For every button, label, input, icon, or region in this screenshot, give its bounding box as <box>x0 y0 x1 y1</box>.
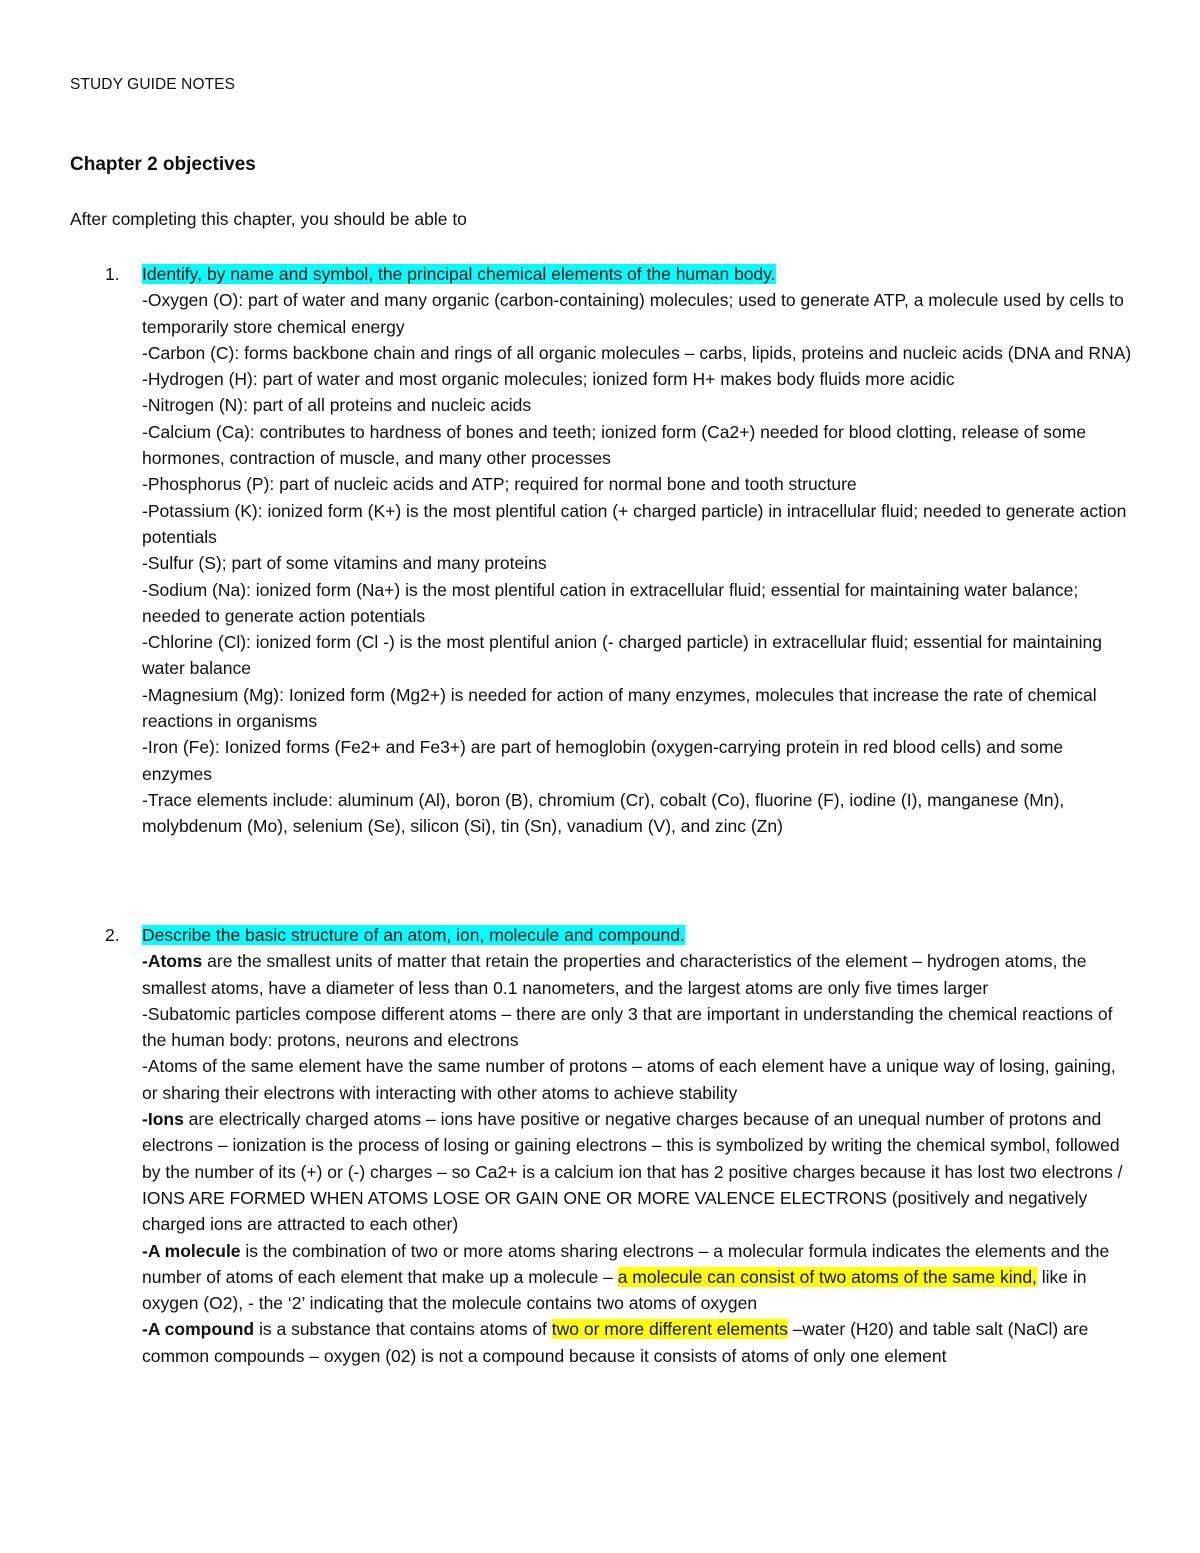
objective-heading-highlight: Describe the basic structure of an atom, ion, molecule and compound. <box>142 925 685 945</box>
element-oxygen: -Oxygen (O): part of water and many organic (carbon-containing) molecules; used to generate ATP, a molecule used by cells to temporarily store chemical energy <box>142 290 1124 337</box>
element-chlorine: -Chlorine (Cl): ionized form (Cl -) is the most plentiful anion (- charged particle) in extracellular fluid; essential for maintaining water balance <box>142 632 1102 679</box>
compound-highlight: two or more different elements <box>551 1319 788 1340</box>
molecule-text-after: like in oxygen (O2), - the ‘2’ indicating that the molecule contains two atoms of oxygen <box>142 1266 1087 1314</box>
element-nitrogen: -Nitrogen (N): part of all proteins and nucleic acids <box>142 395 532 416</box>
objective-2 <box>105 922 1135 1369</box>
molecule-paragraph <box>142 1238 1135 1317</box>
compound-text-before: is a substance that contains atoms of <box>254 1319 552 1340</box>
compound-term: -A compound <box>142 1319 255 1340</box>
element-carbon: -Carbon (C): forms backbone chain and rings of all organic molecules – carbs, lipids, proteins and nucleic acids (DNA and RNA) <box>142 342 1132 363</box>
element-sulfur: -Sulfur (S); part of some vitamins and many proteins <box>142 553 547 574</box>
ions-term: -Ions <box>142 1109 184 1130</box>
objective-number: 1. <box>105 264 120 284</box>
molecule-term: -A molecule <box>142 1240 241 1261</box>
element-potassium: -Potassium (K): ionized form (K+) is the most plentiful cation (+ charged particle) in intracellular fluid; needed to generate action potentials <box>142 500 1127 547</box>
trace-elements: -Trace elements include: aluminum (Al), boron (B), chromium (Cr), cobalt (Co), fluorine (F), iodine (I), manganese (Mn), molybdenum (Mo), selenium (Se), silicon (Si), tin (Sn), vanadium (V), and zinc (Zn) <box>142 789 1065 837</box>
element-hydrogen: -Hydrogen (H): part of water and most organic molecules; ionized form H+ makes body fluids more acidic <box>142 369 955 390</box>
compound-text-after: –water (H20) and table salt (NaCl) are common compounds – oxygen (02) is not a compound because it consists of atoms of only one element <box>142 1319 1089 1366</box>
objective-heading <box>142 922 1135 948</box>
objective-body <box>142 922 1135 1369</box>
atoms-paragraph <box>142 948 1135 1001</box>
objective-number: 2. <box>105 925 120 945</box>
element-magnesium: -Magnesium (Mg): Ionized form (Mg2+) is needed for action of many enzymes, molecules that increase the rate of chemical reactions in organisms <box>142 684 1097 732</box>
compound-paragraph <box>142 1316 1135 1369</box>
objective-heading-highlight: Identify, by name and symbol, the principal chemical elements of the human body. <box>142 264 776 284</box>
element-calcium: -Calcium (Ca): contributes to hardness of bones and teeth; ionized form (Ca2+) needed for blood clotting, release of some hormones, contraction of muscle, and many other processes <box>142 421 1087 469</box>
chapter-intro: After completing this chapter, you should be able to <box>70 209 467 229</box>
chapter-title: Chapter 2 objectives <box>70 154 256 175</box>
subatomic-paragraph: -Subatomic particles compose different atoms – there are only 3 that are important in understanding the chemical reactions of the human body: protons, neurons and electrons <box>142 1003 1113 1051</box>
atoms-text: are the smallest units of matter that retain the properties and characteristics of the element – hydrogen atoms, the smallest atoms, have a diameter of less than 0.1 nanometers, and the largest atoms are only five times larger <box>142 951 1087 998</box>
objective-body <box>142 261 1135 840</box>
ions-text: are electrically charged atoms – ions have positive or negative charges because of an unequal number of protons and electrons – ionization is the process of losing or gaining electrons – this is symbolized by writing the chemical symbol, followed by the number of its (+) or (-) charges – so Ca2+ is a calcium ion that has 2 positive charges because it has lost two electrons / IONS ARE FORMED WHEN ATOMS LOSE OR GAIN ONE OR MORE VALENCE ELECTRONS (positively and negatively charged ions are attracted to each other) <box>142 1109 1123 1235</box>
study-guide-header: STUDY GUIDE NOTES <box>70 76 236 93</box>
element-phosphorus: -Phosphorus (P): part of nucleic acids and ATP; required for normal bone and tooth structure <box>142 474 857 495</box>
objective-heading <box>142 261 1135 287</box>
element-sodium: -Sodium (Na): ionized form (Na+) is the most plentiful cation in extracellular fluid; essential for maintaining water balance; needed to generate action potentials <box>142 579 1079 626</box>
ions-paragraph <box>142 1106 1135 1237</box>
objective-1 <box>105 261 1135 840</box>
molecule-text-before: is the combination of two or more atoms sharing electrons – a molecular formula indicates the elements and the number of atoms of each element that make up a molecule – <box>142 1240 1110 1287</box>
element-iron: -Iron (Fe): Ionized forms (Fe2+ and Fe3+) are part of hemoglobin (oxygen-carrying protein in red blood cells) and some enzymes <box>142 737 1064 784</box>
atoms-term: -Atoms <box>142 951 203 972</box>
molecule-highlight: a molecule can consist of two atoms of the same kind, <box>617 1266 1037 1287</box>
same-element-paragraph: -Atoms of the same element have the same number of protons – atoms of each element have a unique way of losing, gaining, or sharing their electrons with interacting with other atoms to achieve stability <box>142 1056 1116 1103</box>
